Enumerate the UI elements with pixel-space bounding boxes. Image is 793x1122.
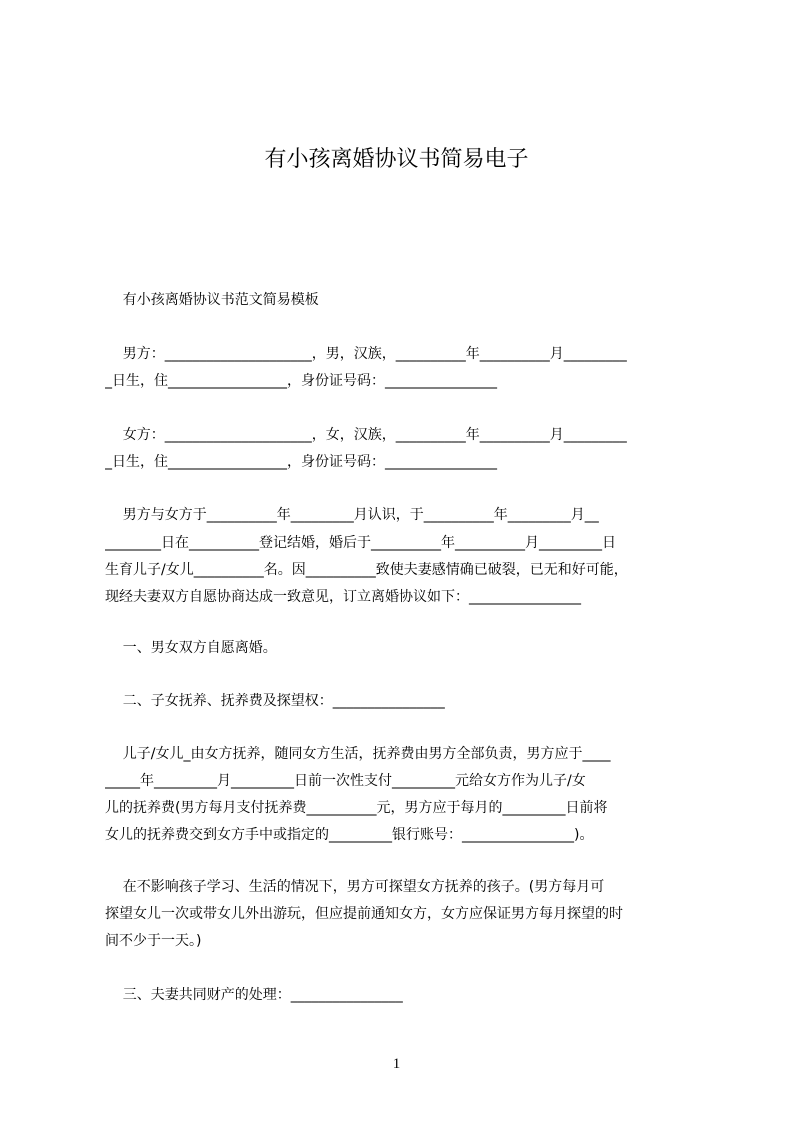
paragraph-line: 在不影响孩子学习、生活的情况下，男方可探望女方抚养的孩子。(男方每月可 (105, 879, 605, 895)
section-heading: 二、子女抚养、抚养费及探望权：________________ (105, 693, 445, 709)
paragraph-line: 儿的抚养费(男方每月支付抚养费__________元，男方应于每月的_________日前将 (105, 800, 608, 816)
page-number: 1 (392, 1056, 401, 1072)
paragraph-line: 探望女儿一次或带女儿外出游玩，但应提前通知女方，女方应保证男方每月探望的时 (105, 906, 623, 922)
paragraph-line: _日生，住_________________，身份证号码：________________ (105, 454, 497, 470)
paragraph-line: 男方与女方于__________年_________月认识，于__________年_________月__ (105, 507, 599, 523)
paragraph-line: _____年_________月_________日前一次性支付_________元给女方作为儿子/女 (105, 773, 586, 789)
section-heading: 一、男女双方自愿离婚。 (105, 640, 277, 656)
paragraph-line: 生育儿子/女儿__________名。因__________致使夫妻感情确已破裂，已无和好可能， (105, 562, 628, 578)
paragraph-line: 女方：_____________________，女，汉族，__________年__________月_________ (105, 427, 627, 443)
paragraph-line: 男方：_____________________，男，汉族，__________年__________月_________ (105, 346, 627, 362)
paragraph-line: _日生，住_________________，身份证号码：________________ (105, 373, 497, 389)
paragraph-line: 儿子/女儿_由女方抚养，随同女方生活，抚养费由男方全部负责，男方应于____ (105, 746, 611, 762)
paragraph-line: 间不少于一天。) (105, 933, 202, 949)
paragraph-line: ________日在__________登记结婚，婚后于__________年__________月_________日 (105, 535, 616, 551)
paragraph-line: 现经夫妻双方自愿协商达成一致意见，订立离婚协议如下：________________ (105, 589, 581, 605)
subtitle: 有小孩离婚协议书范文简易模板 (105, 292, 319, 308)
paragraph-line: 女儿的抚养费交到女方手中或指定的_________银行账号：________________)。 (105, 827, 594, 843)
document-title: 有小孩离婚协议书简易电子 (264, 147, 529, 172)
section-heading: 三、夫妻共同财产的处理：________________ (105, 987, 403, 1003)
